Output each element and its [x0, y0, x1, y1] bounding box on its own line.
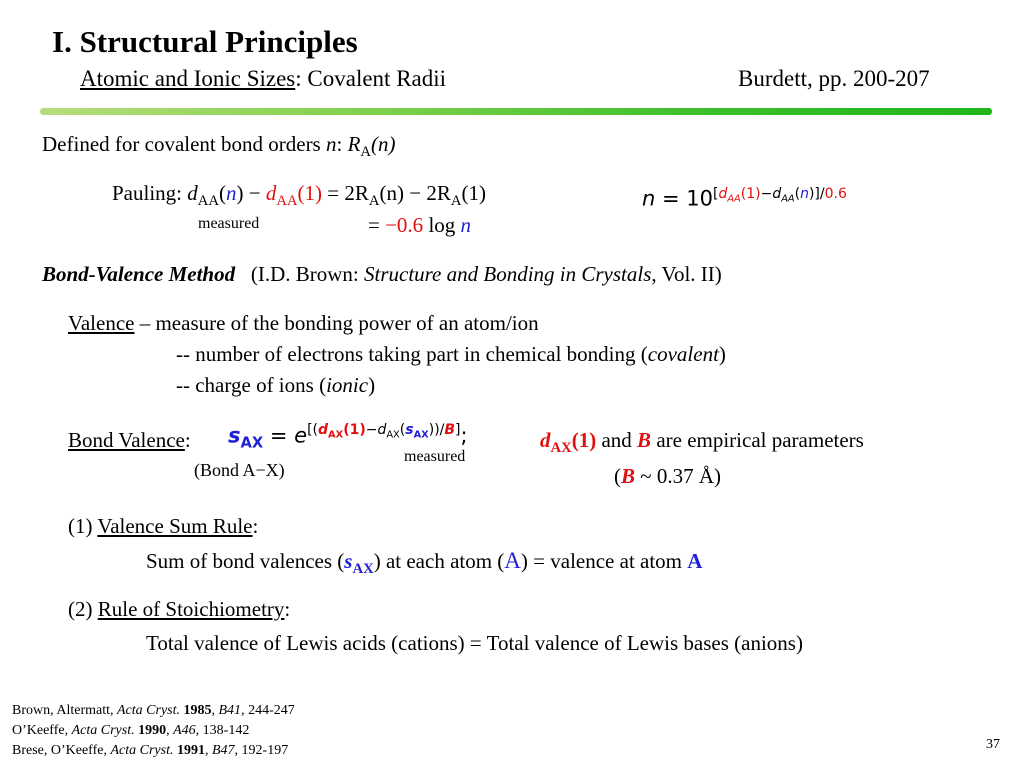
reference-header: Burdett, pp. 200-207: [738, 66, 930, 91]
r1-num: (1): [68, 514, 98, 538]
pauling-equation-line2: [368, 213, 471, 238]
pauling-sub-a-1: A: [368, 193, 380, 210]
pauling-label: Pauling:: [112, 181, 183, 205]
r1-title: Valence Sum Rule: [97, 514, 253, 538]
bvf-exp-b: B: [444, 422, 456, 438]
b-approx-b: B: [621, 464, 636, 488]
bond-valence-label: Bond Valence: [68, 428, 185, 452]
nf-val: 0.6: [824, 186, 847, 202]
valence-sub2-post: ): [368, 373, 376, 397]
slide-title: I. Structural Principles: [52, 24, 358, 59]
bvf-exp-end: ]: [455, 422, 461, 438]
nf-aa2: AA: [781, 193, 795, 205]
defined-line: [42, 132, 396, 161]
bvm-cite-open: (I.D. Brown:: [250, 262, 364, 286]
r2-colon: :: [284, 597, 291, 621]
valence-sub1-post: ): [718, 342, 726, 366]
ref3-journal: Acta Cryst.: [110, 743, 174, 758]
defined-text: Defined for covalent bond orders: [42, 132, 321, 156]
reference-1: Brown, Altermatt, Acta Cryst. 1985, B41, 244-247: [12, 703, 295, 718]
valence-term: Valence: [68, 311, 135, 335]
r1-s: s: [344, 549, 353, 573]
bond-a-x-label: (Bond A−X): [194, 460, 285, 480]
nf-open2: (: [794, 186, 801, 202]
nf-d1: d: [718, 186, 728, 202]
b-approx-open: (: [614, 464, 621, 488]
ref2-pages: , 138-142: [195, 723, 250, 738]
n-formula: [642, 186, 847, 211]
pauling-equation: Pauling: $d_{AA}(n) - d_{AA}(1) = 2R_A(n) - 2R_A(1)$: [112, 181, 486, 210]
bond-valence-method-heading: [42, 262, 722, 287]
pauling-l2-n: n: [460, 213, 472, 237]
r1-a2: A: [687, 549, 703, 573]
bvp-ax: AX: [550, 440, 572, 457]
subtitle-rest: : Covalent Radii: [295, 66, 447, 91]
nf-open: [: [712, 186, 719, 202]
bvf-semicolon: ;: [460, 423, 468, 448]
defined-colon: :: [336, 132, 343, 156]
bvp-one: (1): [571, 428, 597, 452]
page-number: 37: [986, 737, 1000, 752]
nf-minus: −d: [760, 186, 782, 202]
title-divider: [40, 108, 992, 115]
ref3-year: 1991: [176, 743, 205, 758]
defined-sub-A: A: [360, 144, 372, 161]
rule-1-body: [146, 548, 702, 578]
bvf-exp-one: (1): [343, 422, 366, 438]
pauling-l2-eq: =: [368, 213, 386, 237]
ref1-year: 1985: [183, 703, 212, 718]
bvf-exp-sopen: (: [399, 422, 406, 438]
pauling-sub-aa-2: AA: [276, 193, 298, 210]
bvf-ax: AX: [240, 434, 264, 452]
bvf-exponent: [307, 422, 461, 441]
r1-a: A: [504, 548, 521, 573]
bvp-d: d: [540, 428, 551, 452]
bvf-exp-s: s: [405, 422, 414, 438]
ref3-authors: Brese, O’Keeffe,: [12, 743, 111, 758]
pauling-d1: d: [187, 181, 198, 205]
pauling-d2: d: [265, 181, 277, 205]
valence-sub-ionic: [176, 373, 375, 398]
rule-2-heading: [68, 597, 290, 622]
ref3-pages: , 192-197: [234, 743, 289, 758]
pauling-rhs-3: (1): [461, 181, 486, 205]
ref3-vol: B47: [211, 743, 235, 758]
bvf-eq: = e: [263, 423, 308, 448]
n-formula-eq: = 10: [655, 186, 713, 211]
valence-sub1-pre: -- number of electrons taking part in chemical bonding (: [176, 342, 648, 366]
nf-one: (1): [740, 186, 761, 202]
bvf-exp-ax3: AX: [413, 429, 429, 441]
reference-2: O’Keeffe, Acta Cryst. 1990, A46, 138-142: [12, 723, 250, 738]
bvf-s: s: [228, 423, 241, 448]
valence-def: – measure of the bonding power of an atom/ion: [134, 311, 539, 335]
n-formula-exponent: [712, 186, 847, 205]
n-formula-lhs: n: [642, 186, 656, 211]
bvm-cite-close: , Vol. II): [651, 262, 722, 286]
valence-sub2-pre: -- charge of ions (: [176, 373, 327, 397]
bond-valence-colon: :: [184, 428, 191, 452]
r1-mid: ) at each atom (: [373, 549, 505, 573]
slide-subtitle: [80, 66, 446, 92]
bvm-book: Structure and Bonding in Crystals: [364, 262, 652, 286]
valence-sub1-em: covalent: [647, 342, 719, 366]
bvp-and: and: [596, 428, 638, 452]
pauling-minus: −: [248, 181, 261, 205]
pauling-rhs-2: (n) − 2R: [379, 181, 451, 205]
pauling-one: (1): [297, 181, 323, 205]
bvm-title: Bond-Valence Method: [42, 262, 236, 286]
r1-pre: Sum of bond valences (: [146, 549, 345, 573]
defined-R: R: [347, 132, 361, 156]
bvf-exp-ax: AX: [328, 429, 344, 441]
rule-2-body: Total valence of Lewis acids (cations) = Total valence of Lewis bases (anions): [146, 631, 803, 655]
measured-label-1: measured: [198, 215, 260, 232]
b-approx-rest: ~ 0.37 Å): [635, 464, 722, 488]
bond-valence-params: [540, 428, 864, 457]
r2-num: (2): [68, 597, 98, 621]
bvp-b: B: [637, 428, 652, 452]
bvf-exp-d: d: [318, 422, 329, 438]
ref1-authors: Brown, Altermatt,: [12, 703, 117, 718]
ref1-vol: B41: [218, 703, 242, 718]
valence-definition: [68, 311, 539, 336]
r1-mid2: ) = valence at atom: [520, 549, 688, 573]
rule-1-heading: [68, 514, 258, 539]
pauling-l2-val: −0.6: [385, 213, 424, 237]
bond-valence-term: [68, 428, 191, 453]
ref1-pages: , 244-247: [241, 703, 295, 718]
bvp-rest: are empirical parameters: [651, 428, 864, 452]
ref1-journal: Acta Cryst.: [117, 703, 180, 718]
pauling-n: n: [225, 181, 237, 205]
pauling-l2-log: log: [423, 213, 461, 237]
pauling-sub-a-2: A: [450, 193, 462, 210]
nf-close: )]/: [808, 186, 825, 202]
ref2-journal: Acta Cryst.: [71, 723, 135, 738]
nf-n: n: [800, 186, 809, 202]
pauling-rhs-1: = 2R: [327, 181, 369, 205]
r1-ax: AX: [352, 561, 374, 578]
ref2-authors: O’Keeffe,: [12, 723, 72, 738]
ref2-year: 1990: [138, 723, 167, 738]
pauling-sub-aa-1: AA: [197, 193, 219, 210]
bvf-exp-open: [(: [307, 422, 319, 438]
r1-colon: :: [252, 514, 259, 538]
bvf-exp-minus: −d: [365, 422, 387, 438]
b-approx: [614, 464, 721, 489]
nf-aa1: AA: [727, 193, 741, 205]
bvf-exp-close: ))/: [428, 422, 445, 438]
reference-3: Brese, O’Keeffe, Acta Cryst. 1991, B47, 192-197: [12, 743, 289, 758]
bvf-exp-ax2: AX: [386, 429, 400, 441]
r2-title: Rule of Stoichiometry: [97, 597, 285, 621]
defined-n: n: [325, 132, 337, 156]
valence-sub2-em: ionic: [326, 373, 369, 397]
measured-label-2: measured: [404, 448, 466, 465]
subtitle-underlined: Atomic and Ionic Sizes: [80, 66, 296, 91]
ref2-vol: A46: [173, 723, 196, 738]
defined-arg: (n): [371, 132, 396, 156]
valence-sub-covalent: [176, 342, 726, 367]
